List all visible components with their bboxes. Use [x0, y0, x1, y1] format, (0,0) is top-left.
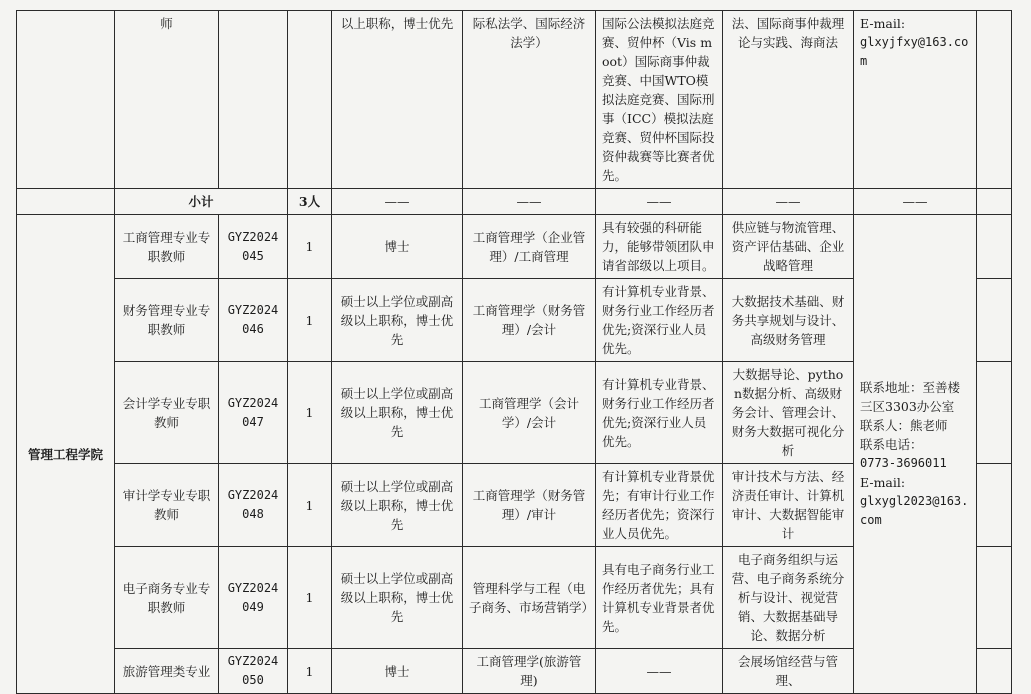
extra-cell	[977, 189, 1012, 215]
other-requirement-cell: 有计算机专业背景、财务行业工作经历者优先;资深行业人员优先。	[596, 279, 723, 362]
major-cell: 工商管理学（会计学）/会计	[463, 362, 596, 464]
requirement-cell: 以上职称，博士优先	[332, 11, 463, 189]
position-cell: 师	[115, 11, 219, 189]
contact-phone: 0773-3696011	[860, 456, 947, 470]
num-cell: 1	[288, 464, 332, 547]
extra-cell	[977, 362, 1012, 464]
contact-phone-label: 联系电话：	[860, 437, 923, 452]
position-cell: 电子商务专业专职教师	[115, 547, 219, 649]
courses-cell: 审计技术与方法、经济责任审计、计算机审计、大数据智能审计	[723, 464, 854, 547]
position-cell: 旅游管理类专业	[115, 649, 219, 694]
other-requirement-cell: 具有较强的科研能力，能够带领团队申请省部级以上项目。	[596, 215, 723, 279]
position-cell: 财务管理专业专职教师	[115, 279, 219, 362]
other-requirement-cell: 有计算机专业背景、财务行业工作经历者优先;资深行业人员优先。	[596, 362, 723, 464]
subtotal-count: 3人	[288, 189, 332, 215]
other-requirement-cell: 具有电子商务行业工作经历者优先；具有计算机专业背景者优先。	[596, 547, 723, 649]
subtotal-dash: ——	[723, 189, 854, 215]
num-cell: 1	[288, 649, 332, 694]
num-cell: 1	[288, 547, 332, 649]
requirement-cell: 硕士以上学位或副高级以上职称，博士优先	[332, 362, 463, 464]
courses-cell: 大数据导论、python数据分析、高级财务会计、管理会计、财务大数据可视化分析	[723, 362, 854, 464]
code-cell: GYZ2024046	[219, 279, 288, 362]
requirement-cell: 博士	[332, 215, 463, 279]
contact-address: 联系地址：至善楼三区3303办公室	[860, 380, 961, 414]
other-requirement-cell: ——	[596, 649, 723, 694]
subtotal-dash: ——	[596, 189, 723, 215]
table-row	[17, 215, 1012, 279]
major-cell: 工商管理学（财务管理）/会计	[463, 279, 596, 362]
courses-cell: 会展场馆经营与管理、	[723, 649, 854, 694]
college-cell	[17, 11, 115, 189]
courses-cell: 大数据技术基础、财务共享规划与设计、高级财务管理	[723, 279, 854, 362]
college-name: 管理工程学院	[17, 215, 115, 694]
code-cell	[219, 11, 288, 189]
subtotal-label: 小计	[115, 189, 288, 215]
subtotal-dash: ——	[463, 189, 596, 215]
subtotal-dash: ——	[854, 189, 977, 215]
major-cell: 工商管理学（企业管理）/工商管理	[463, 215, 596, 279]
code-cell: GYZ2024050	[219, 649, 288, 694]
other-requirement-cell: 国际公法模拟法庭竞赛、贸仲杯（Vis moot）国际商事仲裁竞赛、中国WTO模拟法庭竞赛、国际刑事（ICC）模拟法庭竞赛、贸仲杯国际投资仲裁赛等比赛者优先。	[596, 11, 723, 189]
email-label: E-mail:	[860, 16, 906, 31]
extra-cell	[977, 464, 1012, 547]
extra-cell	[977, 215, 1012, 279]
requirement-cell: 硕士以上学位或副高级以上职称，博士优先	[332, 279, 463, 362]
code-cell: GYZ2024047	[219, 362, 288, 464]
num-cell: 1	[288, 215, 332, 279]
position-cell: 会计学专业专职教师	[115, 362, 219, 464]
requirement-cell: 博士	[332, 649, 463, 694]
contact-cell	[854, 215, 977, 694]
num-cell: 1	[288, 362, 332, 464]
code-cell: GYZ2024049	[219, 547, 288, 649]
extra-cell	[977, 11, 1012, 189]
num-cell: 1	[288, 279, 332, 362]
position-cell: 工商管理专业专职教师	[115, 215, 219, 279]
code-cell: GYZ2024045	[219, 215, 288, 279]
extra-cell	[977, 547, 1012, 649]
subtotal-dash: ——	[332, 189, 463, 215]
contact-cell	[854, 11, 977, 189]
email-address: glxyjfxy@163.com	[860, 35, 969, 68]
contact-email-label: E-mail:	[860, 475, 906, 490]
major-cell: 工商管理学(旅游管理)	[463, 649, 596, 694]
contact-person: 联系人：熊老师	[860, 418, 948, 433]
requirement-cell: 硕士以上学位或副高级以上职称，博士优先	[332, 547, 463, 649]
extra-cell	[977, 279, 1012, 362]
extra-cell	[977, 649, 1012, 694]
other-requirement-cell: 有计算机专业背景优先；有审计行业工作经历者优先；资深行业人员优先。	[596, 464, 723, 547]
courses-cell: 供应链与物流管理、资产评估基础、企业战略管理	[723, 215, 854, 279]
recruitment-table	[16, 10, 1012, 694]
num-cell	[288, 11, 332, 189]
courses-cell: 电子商务组织与运营、电子商务系统分析与设计、视觉营销、大数据基础导论、数据分析	[723, 547, 854, 649]
table-row	[17, 11, 1012, 189]
courses-cell: 法、国际商事仲裁理论与实践、海商法	[723, 11, 854, 189]
college-cell	[17, 189, 115, 215]
major-cell: 管理科学与工程（电子商务、市场营销学）	[463, 547, 596, 649]
position-cell: 审计学专业专职教师	[115, 464, 219, 547]
code-cell: GYZ2024048	[219, 464, 288, 547]
subtotal-row	[17, 189, 1012, 215]
requirement-cell: 硕士以上学位或副高级以上职称，博士优先	[332, 464, 463, 547]
major-cell: 工商管理学（财务管理）/审计	[463, 464, 596, 547]
contact-email: glxygl2023@163.com	[860, 494, 969, 527]
major-cell: 际私法学、国际经济法学）	[463, 11, 596, 189]
